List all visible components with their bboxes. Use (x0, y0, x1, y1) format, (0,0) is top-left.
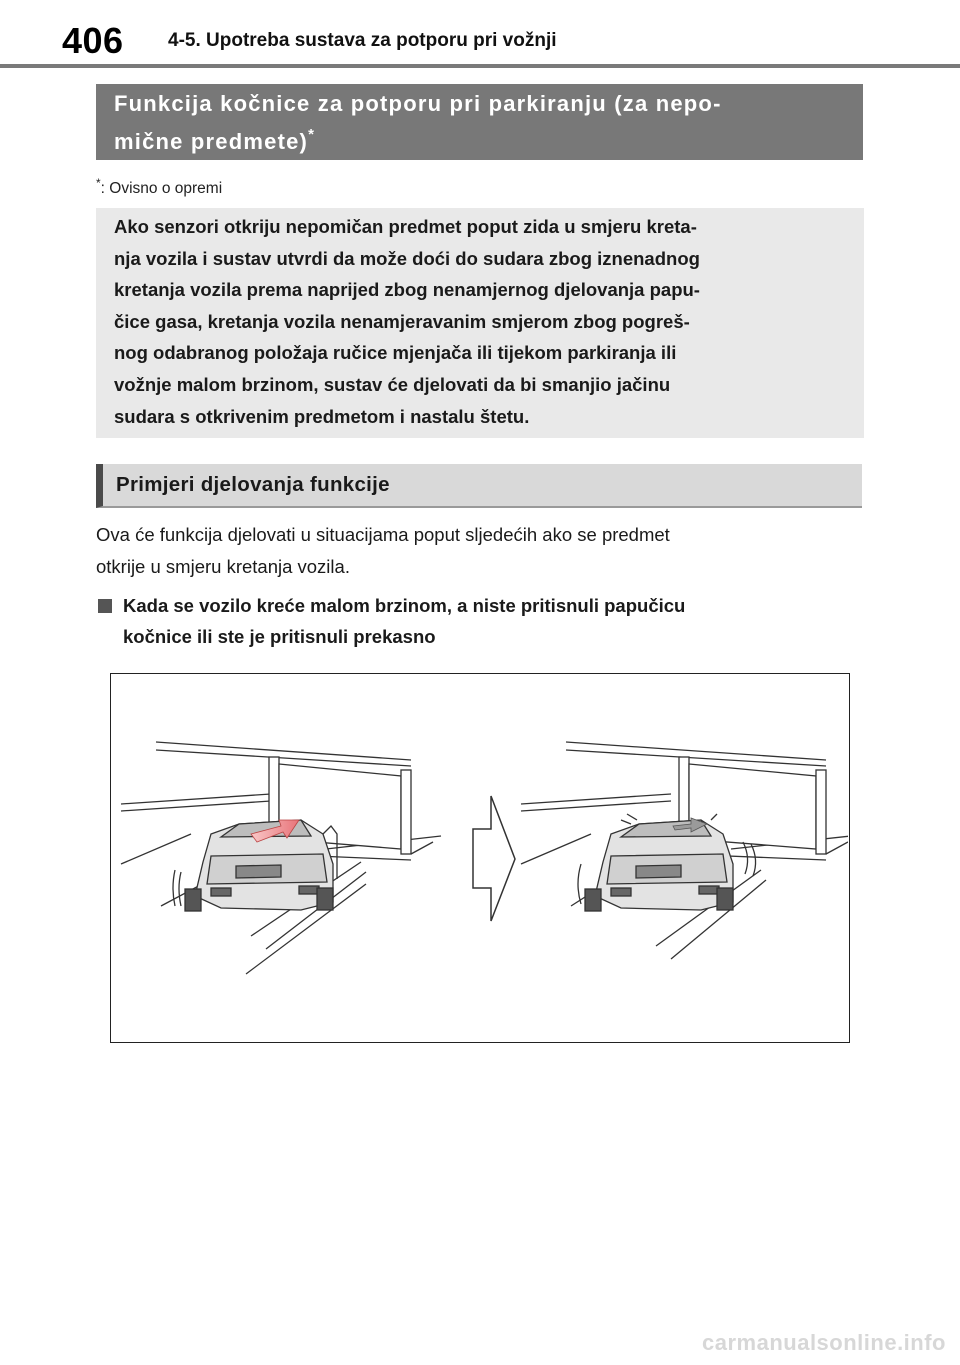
footnote-asterisk: * (96, 176, 101, 190)
bullet-line-2: kočnice ili ste je pritisnuli prekasno (123, 626, 436, 647)
transition-arrow-icon (473, 796, 515, 921)
bullet-line-1: Kada se vozilo kreće malom brzinom, a niste pritisnuli papučicu (123, 595, 686, 616)
header-rule (0, 64, 960, 68)
watermark: carmanualsonline.info (702, 1330, 946, 1355)
title-box (96, 84, 863, 160)
section-title: 4-5. Upotreba sustava za potporu pri vožnji (168, 30, 557, 51)
illustration-figure (110, 673, 850, 1043)
intro-line: nja vozila i sustav utvrdi da može doći do sudara zbog iznenadnog (114, 247, 700, 269)
body-line-1: Ova će funkcija djelovati u situacijama poput sljedećih ako se predmet (96, 524, 670, 545)
intro-line: čice gasa, kretanja vozila nenamjeravanim smjerom zbog pogreš- (114, 310, 690, 332)
intro-line: sudara s otkrivenim predmetom i nastalu štetu. (114, 405, 530, 427)
footnote (96, 176, 222, 198)
page-number: 406 (62, 20, 124, 61)
title-asterisk: * (308, 126, 314, 143)
intro-line: Ako senzori otkriju nepomičan predmet poput zida u smjeru kreta- (114, 216, 697, 237)
scene-before (121, 742, 441, 974)
parking-illustration (111, 674, 848, 1041)
car-right (585, 820, 733, 911)
bullet-text (123, 590, 866, 652)
intro-line: kretanja vozila prema naprijed zbog nenamjernog djelovanja papu- (114, 279, 700, 301)
title-line-1: Funkcija kočnice za potporu pri parkiranju (za nepo- (114, 91, 722, 116)
body-paragraph (96, 519, 866, 583)
sub-heading-text: Primjeri djelovanja funkcije (116, 473, 390, 496)
footnote-text: : Ovisno o opremi (100, 180, 223, 197)
sub-heading (96, 464, 862, 508)
scene-after (521, 742, 848, 959)
square-bullet-icon (98, 599, 112, 613)
bullet-item (96, 590, 866, 652)
intro-box (96, 208, 864, 438)
title-line-2 (114, 119, 845, 157)
body-line-2: otkrije u smjeru kretanja vozila. (96, 556, 350, 577)
intro-line: vožnje malom brzinom, sustav će djelovati da bi smanjio jačinu (114, 373, 671, 395)
intro-line: nog odabranog položaja ručice mjenjača ili tijekom parkiranja ili (114, 342, 677, 364)
title-line-2-text: mične predmete) (114, 129, 309, 154)
